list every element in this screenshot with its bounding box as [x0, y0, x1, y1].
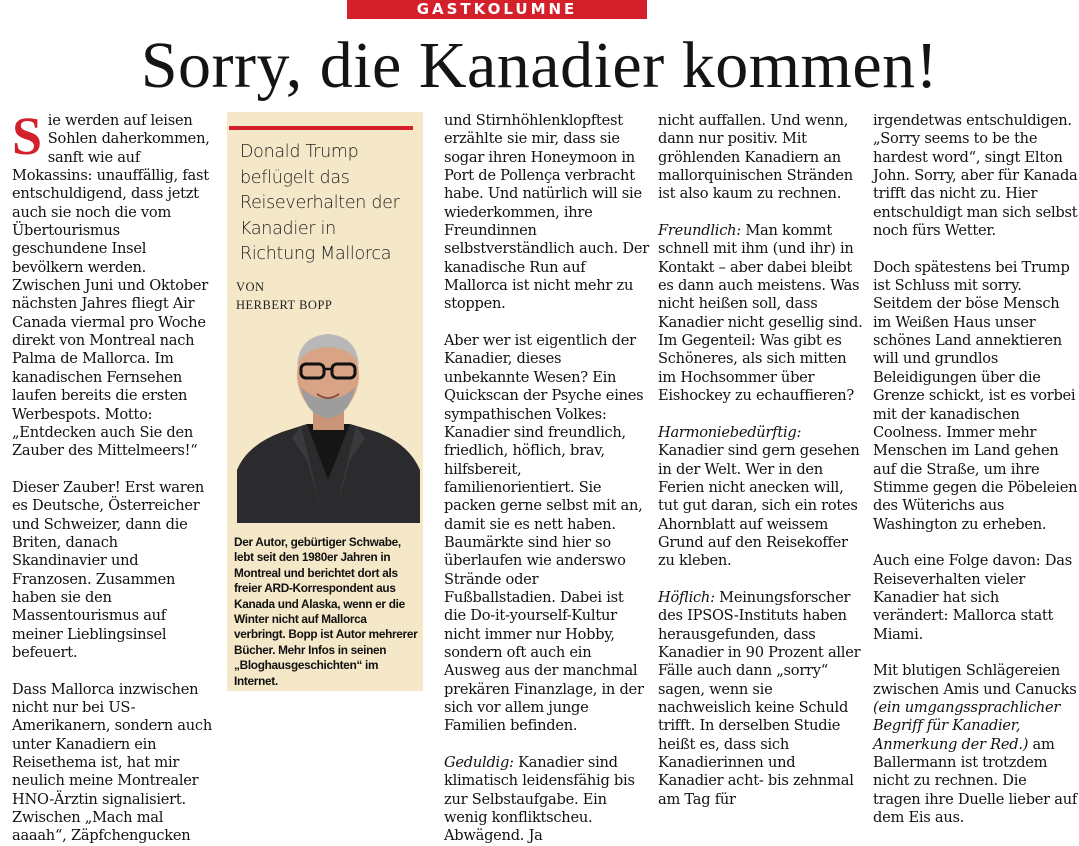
paragraph: nicht auffallen. Und wenn, dann nur positiv. Mit gröhlenden Kanadiern an mallorquinischen Stränden ist also kaum zu rechnen.: [658, 112, 853, 203]
paragraph: [873, 662, 1078, 827]
quote-rule: [229, 126, 413, 130]
paragraph: Dass Mallorca inzwischen nicht nur bei US-Amerikanern, sondern auch unter Kanadiern ein Reisethema ist, hat mir neulich meine Montrealer HNO-Ärztin signalisiert. Zwischen „Mach mal aaaah“, Zäpfchengucken: [12, 680, 212, 845]
paragraph-text: am Ballermann ist trotzdem nicht zu rechnen. Die tragen ihre Duelle lieber auf dem Eis aus.: [873, 735, 1078, 827]
paragraph: [658, 589, 863, 809]
paragraph: [658, 424, 863, 571]
paragraph-text: Kanadier sind gern gesehen in der Welt. Wer in den Ferien nicht anecken will, tut gut daran, sich ein rotes Ahornblatt auf weissem Grund auf den Reisekoffer zu kleben.: [658, 442, 860, 570]
pull-quote: Donald Trump beflügelt das Reiseverhalten der Kanadier in Richtung Mallorca: [240, 142, 400, 264]
paragraph-text: Mit blutigen Schlägereien zwischen Amis und Canucks: [873, 662, 1077, 698]
paragraph-text: Kanadier sind klimatisch leidensfähig bis zur Selbstaufgabe. Ein wenig konfliktscheu. Abwägend. Ja: [444, 754, 635, 845]
keyword-label: Freundlich:: [658, 222, 741, 240]
editor-note: (ein umgangssprachlicher Begriff für Kanadier, Anmerkung der Red.): [873, 699, 1061, 753]
paragraph: und Stirnhöhlenklopftest erzählte sie mir, dass sie sogar ihren Honeymoon in Port de Pollença verbracht habe. Und natürlich will sie wiederkommen, ihre Freundinnen selbstverständlich auch. Der kanadische Run auf Mallorca ist nicht mehr zu stoppen.: [444, 112, 649, 313]
keyword-label: Geduldig:: [444, 754, 514, 772]
paragraph: [444, 754, 649, 846]
byline: [236, 278, 416, 314]
drop-cap: S: [12, 106, 42, 166]
paragraph: irgendetwas entschuldigen. „Sorry seems to be the hardest word“, singt Elton John. Sorry, aber für Kanada trifft das nicht zu. Hier entschuldigt man sich selbst noch fürs Wetter.: [873, 112, 1078, 240]
byline-von: VON: [236, 280, 265, 294]
section-kicker: GASTKOLUMNE: [347, 0, 647, 19]
keyword-label: Höflich:: [658, 588, 715, 606]
article-headline: Sorry, die Kanadier kommen!: [140, 29, 939, 102]
paragraph-text: Meinungsforscher des IPSOS-Instituts haben herausgefunden, dass Kanadier in 90 Prozent aller Fälle auch dann „sorry“ sagen, wenn sie nachweislich keine Schuld trifft. In derselben Studie heißt es, dass sich Kanadierinnen und Kanadier acht- bis zehnmal am Tag für: [658, 588, 861, 808]
byline-author: HERBERT BOPP: [236, 298, 333, 312]
paragraph-text: Man kommt schnell mit ihm (und ihr) in Kontakt – aber dabei bleibt es dann auch meistens. Was nicht heißen soll, dass Kanadier nicht gesellig sind. Im Gegenteil: Was gibt es Schöneres, als sich mitten im Hochsommer über Eishockey zu echauffieren?: [658, 222, 863, 405]
author-caption: Der Autor, gebürtiger Schwabe, lebt seit den 1980er Jahren in Montreal und berichtet dort als freier ARD-Korrespondent aus Kanada und Alaska, wenn er die Winter nicht auf Mallorca verbringt. Bopp ist Autor mehrerer Bücher. Mehr Infos in seinen „Bloghausgeschichten“ im Internet.: [234, 535, 418, 688]
article-column-3: [444, 112, 649, 845]
article-column-1: [12, 106, 215, 845]
author-portrait: [237, 320, 420, 523]
keyword-label: Harmoniebedürftig:: [658, 423, 802, 441]
paragraph: Auch eine Folge davon: Das Reiseverhalten vieler Kanadier hat sich verändert: Mallorca statt Miami.: [873, 552, 1072, 643]
paragraph-text: ie werden auf leisen Sohlen daherkommen, sanft wie auf Mokassins: unauffällig, fast entschuldigend, dass jetzt auch sie noch die vom Übertourismus geschundene Insel bevölkern werden. Zwischen Juni und Oktober nächsten Jahres fliegt Air Canada viermal pro Woche direkt von Montreal nach Palma de Mallorca. Im kanadischen Fernsehen laufen bereits die ersten Werbespots. Motto: „Entdecken auch Sie den Zauber des Mittelmeers!“: [12, 112, 210, 460]
paragraph: [658, 222, 863, 405]
paragraph: [12, 106, 215, 461]
article-column-4: [658, 112, 863, 808]
paragraph: Dieser Zauber! Erst waren es Deutsche, Österreicher und Schweizer, dann die Briten, danach Skandinavier und Franzosen. Zusammen haben sie den Massentourismus auf meiner Lieblingsinsel befeuert.: [12, 478, 205, 661]
article-column-5: [873, 112, 1078, 827]
paragraph: Doch spätestens bei Trump ist Schluss mit sorry. Seitdem der böse Mensch im Weißen Haus unser schönes Land annektieren will und grundlos Beleidigungen über die Grenze schickt, ist es vorbei mit der kanadischen Coolness. Immer mehr Menschen im Land gehen auf die Straße, um ihre Stimme gegen die Pöbeleien des Wüterichs aus Washington zu erheben.: [873, 258, 1078, 533]
paragraph: Aber wer ist eigentlich der Kanadier, dieses unbekannte Wesen? Ein Quickscan der Psyche eines sympathischen Volkes: Kanadier sind freundlich, friedlich, höflich, brav, hilfsbereit, familienorientiert. Sie packen gerne selbst mit an, damit sie es nett haben. Baumärkte sind hier so überlaufen wie anderswo Strände oder Fußballstadien. Dabei ist die Do-it-yourself-Kultur nicht immer nur Hobby, sondern oft auch ein Ausweg aus der manchmal prekären Finanzlage, in der sich vor allem junge Familien befinden.: [444, 332, 644, 735]
